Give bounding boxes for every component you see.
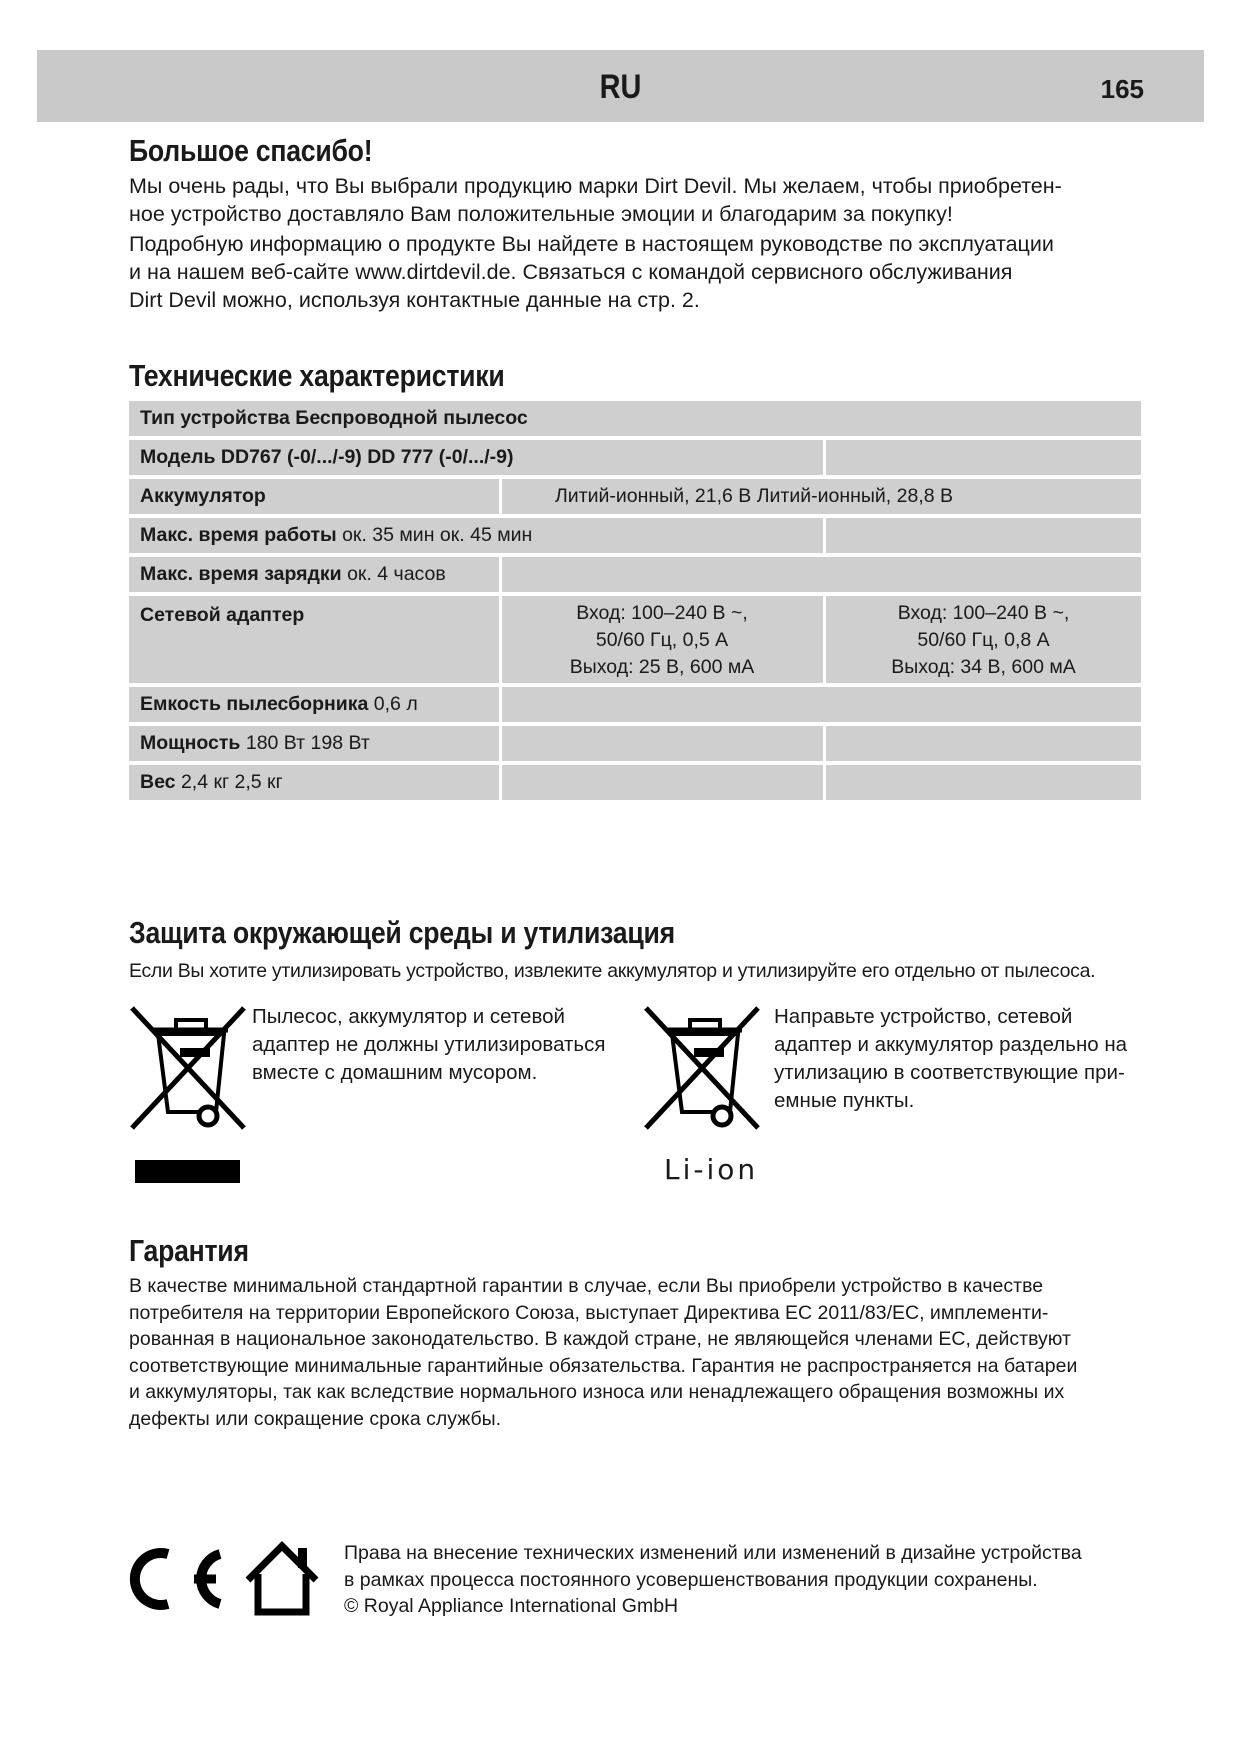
environment-intro: Если Вы хотите утилизировать устройство, извлеките аккумулятор и утилизируйте его отдельно от пылесоса.: [129, 960, 1096, 982]
spec-label: Макс. время зарядки: [140, 563, 342, 585]
environment-title: Защита окружающей среды и утилизация: [129, 915, 675, 950]
spec-value: ок. 4 часов: [347, 563, 446, 585]
footer-text: Права на внесение технических изменений или изменений в дизайне устройства в рамках процесса постоянного усовершенствования продукции сохранены. © Royal Appliance International GmbH: [344, 1542, 1082, 1617]
spec-value: 2,4 кг 2,5 кг: [180, 771, 283, 793]
spec-row-capacity: [129, 687, 1141, 726]
specs-title: Технические характеристики: [129, 358, 505, 393]
spec-row-charge: [129, 557, 1141, 596]
thanks-line: ное устройство доставляло Вам положительные эмоции и благодарим за покупку!: [129, 202, 953, 226]
indoor-use-house-icon: [242, 1540, 322, 1618]
thanks-line: Мы очень рады, что Вы выбрали продукцию марки Dirt Devil. Мы желаем, чтобы приобретен-: [129, 174, 1062, 198]
thanks-paragraph: [129, 172, 1139, 314]
page-header: [37, 50, 1204, 122]
spec-row-adapter: [129, 596, 1141, 687]
spec-label: Мощность: [140, 732, 241, 754]
language-code: RU: [599, 68, 642, 106]
crossed-bin-battery-icon: [642, 1004, 762, 1134]
ce-mark-icon: [124, 1544, 224, 1614]
spec-label: Сетевой адаптер: [140, 604, 305, 626]
spec-row-battery: [129, 479, 1141, 518]
spec-row-model: [129, 440, 1141, 479]
spec-label: Модель DD767 (-0/.../-9) DD 777 (-0/.../-9): [140, 446, 514, 468]
spec-label: Емкость пылесборника: [140, 693, 369, 715]
spec-row-runtime: [129, 518, 1141, 557]
spec-label: Аккумулятор: [140, 485, 266, 507]
black-bar-mark: [135, 1160, 240, 1183]
spec-value: Литий-ионный, 21,6 В Литий-ионный, 28,8 В: [555, 485, 954, 507]
li-ion-label: Li-ion: [664, 1153, 759, 1186]
spec-row-type: [129, 401, 1141, 440]
thanks-line: Dirt Devil можно, используя контактные данные на стр. 2.: [129, 288, 700, 312]
specs-table: [129, 401, 1141, 804]
spec-label: Тип устройства Беспроводной пылесос: [140, 407, 528, 429]
spec-value: 180 Вт 198 Вт: [245, 732, 370, 754]
crossed-bin-icon: [128, 1004, 248, 1134]
spec-row-weight: [129, 765, 1141, 804]
spec-value: 0,6 л: [373, 693, 418, 715]
thanks-title: Большое спасибо!: [129, 133, 373, 168]
left-disposal-text: Пылесос, аккумулятор и сетевой адаптер не должны утилизироваться вместе с домашним мусором.: [252, 1005, 606, 1084]
spec-value: ок. 35 мин ок. 45 мин: [342, 524, 533, 546]
spec-row-power: [129, 726, 1141, 765]
spec-label: Вес: [140, 771, 176, 793]
page-number: 165: [1100, 74, 1144, 104]
adapter-col-1: Вход: 100–240 В ~, 50/60 Гц, 0,5 А Выход: 25 В, 600 мА: [569, 602, 755, 678]
adapter-col-2: Вход: 100–240 В ~, 50/60 Гц, 0,8 А Выход: 34 В, 600 мА: [891, 602, 1076, 678]
warranty-title: Гарантия: [129, 1233, 249, 1268]
thanks-line: и на нашем веб-сайте www.dirtdevil.de. Связаться с командой сервисного обслуживания: [129, 260, 1013, 284]
warranty-paragraph: В качестве минимальной стандартной гарантии в случае, если Вы приобрели устройство в качестве потребителя на территории Европейского Союза, выступает Директива ЕС 2011/83/ЕС, имплементи- рованная в национальное законодательство. В каждой стране, не являющейся членами ЕС, действуют соответствующие минимальные гарантийные обязательства. Гарантия не распространяется на батареи и аккумуляторы, так как вследствие нормального износа или ненадлежащего обращения возможны их дефекты или сокращение срока службы.: [129, 1275, 1078, 1430]
thanks-line: Подробную информацию о продукте Вы найдете в настоящем руководстве по эксплуатации: [129, 232, 1054, 256]
right-disposal-text: Направьте устройство, сетевой адаптер и аккумулятор раздельно на утилизацию в соответствующие при- емные пункты.: [774, 1005, 1128, 1112]
spec-label: Макс. время работы: [140, 524, 337, 546]
